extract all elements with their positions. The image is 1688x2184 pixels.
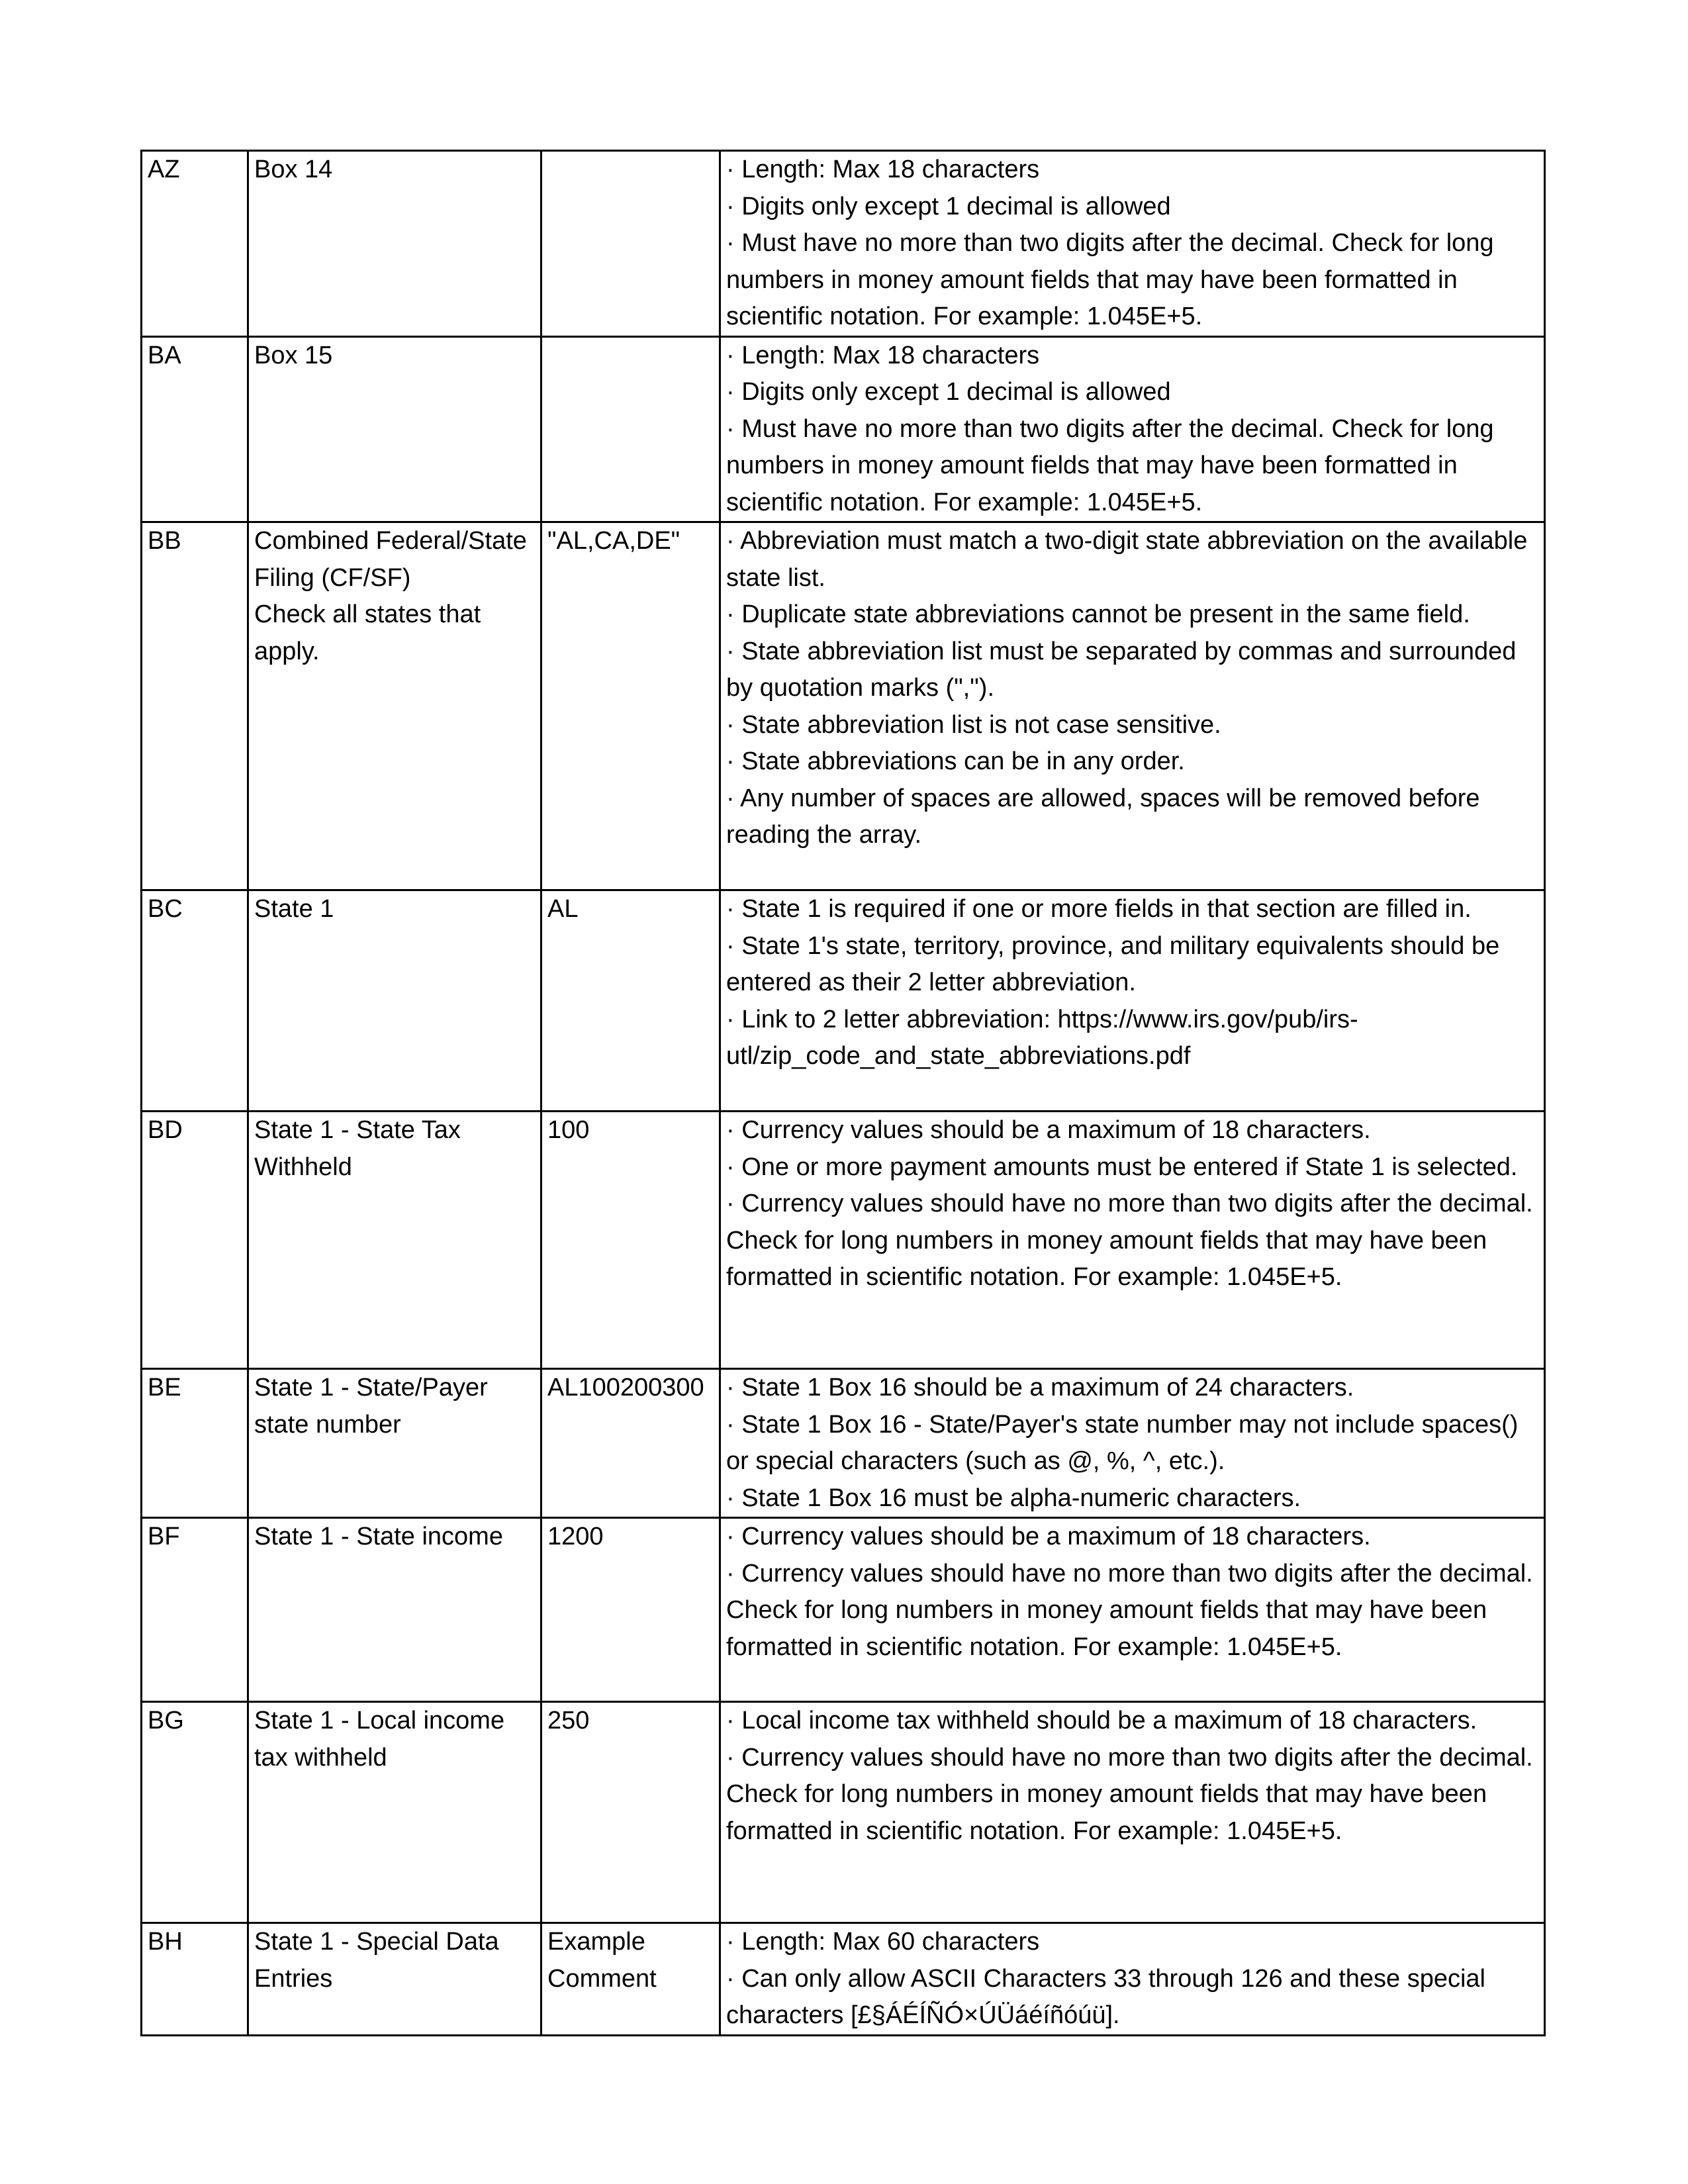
column-letter-cell xyxy=(142,522,248,890)
example-value-cell xyxy=(541,1702,720,1923)
example-value: "AL,CA,DE" xyxy=(547,527,680,555)
field-name: State 1 - Local income tax withheld xyxy=(254,1707,512,1772)
validation-rule: · Currency values should have no more than two digits after the decimal. Check for long numbers in money amount fields that may have been formatted in scientific notation. For example: 1.045E+5. xyxy=(726,1559,1533,1661)
validation-rule: · Length: Max 18 characters xyxy=(726,341,1040,369)
example-value: AL xyxy=(547,895,579,923)
field-name: State 1 - Special Data Entries xyxy=(254,1928,506,1993)
column-letter-cell xyxy=(142,1369,248,1518)
table-row xyxy=(142,1369,1545,1518)
field-name-cell xyxy=(248,1112,541,1369)
table-row xyxy=(142,890,1545,1112)
example-value: Example Comment xyxy=(547,1928,657,1993)
field-name: Combined Federal/State Filing (CF/SF) Check all states that apply. xyxy=(254,527,527,665)
validation-rules-cell xyxy=(720,1369,1545,1518)
field-name-cell xyxy=(248,522,541,890)
column-letter-cell xyxy=(142,890,248,1112)
column-letter: BD xyxy=(148,1116,183,1144)
validation-rule: · Local income tax withheld should be a maximum of 18 characters. xyxy=(726,1707,1477,1734)
validation-rule: · State 1 Box 16 - State/Payer's state number may not include spaces() or special characters (such as @, %, ^, etc.). xyxy=(726,1410,1519,1475)
column-letter-cell xyxy=(142,1518,248,1702)
validation-rules-cell xyxy=(720,1923,1545,2036)
example-value-cell xyxy=(541,336,720,522)
example-value: AL100200300 xyxy=(547,1374,704,1401)
table-row xyxy=(142,522,1545,890)
field-name-cell xyxy=(248,151,541,337)
column-letter-cell xyxy=(142,336,248,522)
column-letter: AZ xyxy=(148,156,180,183)
validation-rule: · Abbreviation must match a two-digit state abbreviation on the available state list. xyxy=(726,527,1528,592)
validation-rule: · Currency values should have no more than two digits after the decimal. Check for long numbers in money amount fields that may have been formatted in scientific notation. For example: 1.045E+5. xyxy=(726,1190,1533,1291)
table-row xyxy=(142,1923,1545,2036)
validation-rule: · Digits only except 1 decimal is allowed xyxy=(726,192,1171,220)
table-row xyxy=(142,151,1545,337)
validation-rules-cell xyxy=(720,336,1545,522)
example-value: 100 xyxy=(547,1116,590,1144)
field-name: State 1 - State income xyxy=(254,1523,503,1550)
validation-rule: · Currency values should be a maximum of 18 characters. xyxy=(726,1116,1371,1144)
column-letter-cell xyxy=(142,151,248,337)
validation-rule: · Duplicate state abbreviations cannot be present in the same field. xyxy=(726,600,1470,628)
validation-rule: · Digits only except 1 decimal is allowed xyxy=(726,378,1171,406)
validation-rule: · One or more payment amounts must be entered if State 1 is selected. xyxy=(726,1153,1518,1181)
validation-rule: · Must have no more than two digits after the decimal. Check for long numbers in money amount fields that may have been formatted in scientific notation. For example: 1.045E+5. xyxy=(726,414,1494,516)
table-row xyxy=(142,1112,1545,1369)
validation-rule: · State 1 is required if one or more fields in that section are filled in. xyxy=(726,895,1472,923)
example-value: 1200 xyxy=(547,1523,604,1550)
field-name: Box 14 xyxy=(254,156,333,183)
validation-rules-cell xyxy=(720,1518,1545,1702)
field-name: Box 15 xyxy=(254,341,333,369)
validation-rule: · Can only allow ASCII Characters 33 through 126 and these special characters [£§ÁÉÍÑÓ×ÚÜáéíñóúü]. xyxy=(726,1964,1485,2029)
example-value-cell xyxy=(541,151,720,337)
validation-rules-cell xyxy=(720,1702,1545,1923)
column-letter: BH xyxy=(148,1928,183,1956)
column-letter: BC xyxy=(148,895,183,923)
example-value-cell xyxy=(541,890,720,1112)
column-letter-cell xyxy=(142,1923,248,2036)
field-name-cell xyxy=(248,1518,541,1702)
field-name: State 1 - State Tax Withheld xyxy=(254,1116,468,1181)
example-value: 250 xyxy=(547,1707,590,1734)
column-letter: BB xyxy=(148,527,181,555)
field-name-cell xyxy=(248,1923,541,2036)
table-row xyxy=(142,1702,1545,1923)
example-value-cell xyxy=(541,522,720,890)
field-name-cell xyxy=(248,336,541,522)
validation-rule: · Length: Max 18 characters xyxy=(726,156,1040,183)
field-name: State 1 xyxy=(254,895,334,923)
field-name-cell xyxy=(248,890,541,1112)
field-name-cell xyxy=(248,1369,541,1518)
validation-rule: · Length: Max 60 characters xyxy=(726,1928,1040,1956)
column-letter: BE xyxy=(148,1374,181,1401)
column-letter: BA xyxy=(148,341,181,369)
validation-rule: · Currency values should be a maximum of 18 characters. xyxy=(726,1523,1371,1550)
validation-rules-cell xyxy=(720,522,1545,890)
validation-rule: · Link to 2 letter abbreviation: https://www.irs.gov/pub/irs-utl/zip_code_and_state_abbreviations.pdf xyxy=(726,1005,1358,1070)
field-spec-table xyxy=(140,150,1546,2036)
validation-rules-cell xyxy=(720,151,1545,337)
column-letter-cell xyxy=(142,1112,248,1369)
validation-rule: · State 1 Box 16 should be a maximum of 24 characters. xyxy=(726,1374,1354,1401)
field-name-cell xyxy=(248,1702,541,1923)
table-row xyxy=(142,1518,1545,1702)
column-letter-cell xyxy=(142,1702,248,1923)
column-letter: BG xyxy=(148,1707,184,1734)
field-spec-body xyxy=(142,151,1545,2036)
validation-rule: · State 1 Box 16 must be alpha-numeric characters. xyxy=(726,1484,1301,1512)
example-value-cell xyxy=(541,1112,720,1369)
validation-rule: · State abbreviations can be in any order. xyxy=(726,747,1185,775)
validation-rule: · State 1's state, territory, province, and military equivalents should be entered as their 2 letter abbreviation. xyxy=(726,931,1500,996)
table-row xyxy=(142,336,1545,522)
example-value-cell xyxy=(541,1369,720,1518)
validation-rule: · Currency values should have no more than two digits after the decimal. Check for long numbers in money amount fields that may have been formatted in scientific notation. For example: 1.045E+5. xyxy=(726,1743,1533,1845)
validation-rules-cell xyxy=(720,1112,1545,1369)
example-value-cell xyxy=(541,1923,720,2036)
validation-rule: · Must have no more than two digits after the decimal. Check for long numbers in money amount fields that may have been formatted in scientific notation. For example: 1.045E+5. xyxy=(726,229,1494,330)
field-name: State 1 - State/Payer state number xyxy=(254,1374,495,1439)
validation-rule: · State abbreviation list must be separated by commas and surrounded by quotation marks (","). xyxy=(726,637,1517,702)
example-value-cell xyxy=(541,1518,720,1702)
column-letter: BF xyxy=(148,1523,180,1550)
validation-rule: · Any number of spaces are allowed, spaces will be removed before reading the array. xyxy=(726,784,1480,849)
validation-rules-cell xyxy=(720,890,1545,1112)
validation-rule: · State abbreviation list is not case sensitive. xyxy=(726,710,1221,739)
